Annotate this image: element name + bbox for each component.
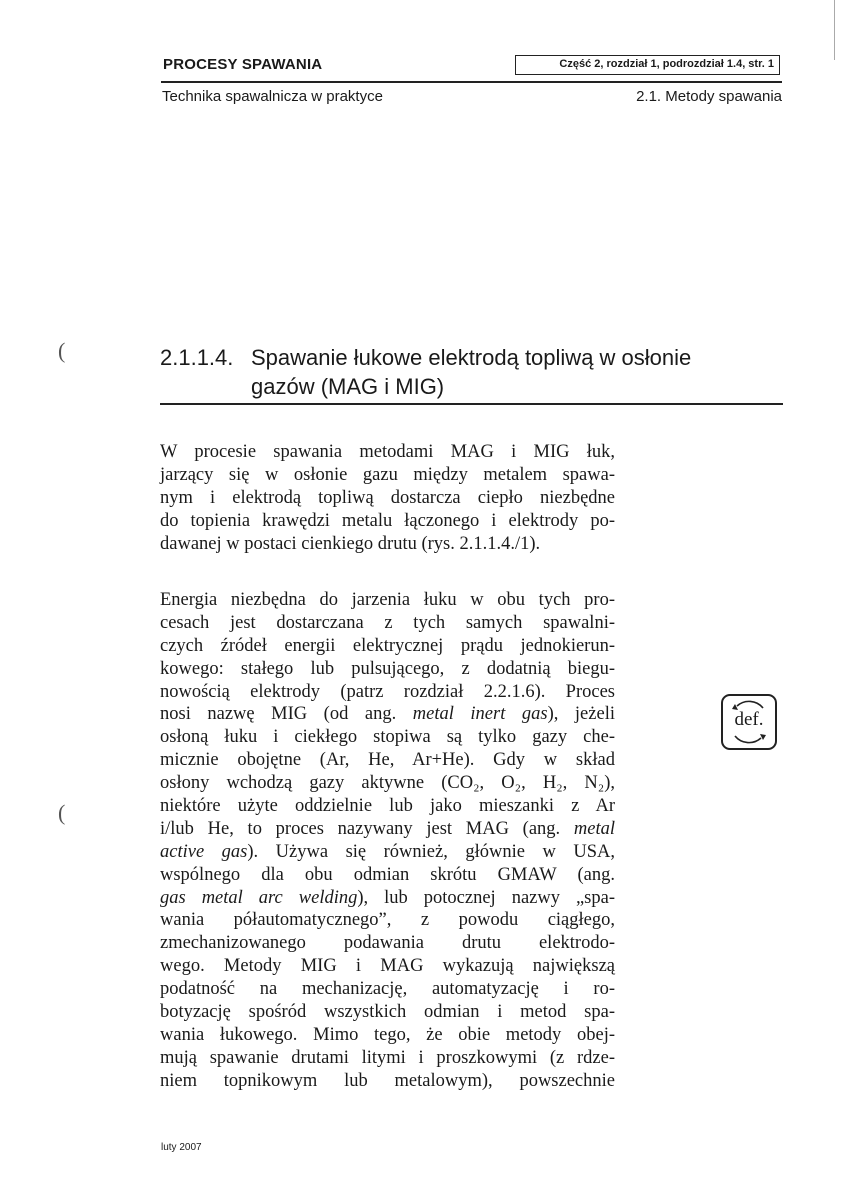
section-number: 2.1.1.4. bbox=[160, 345, 234, 370]
paragraph-2 bbox=[160, 589, 615, 1093]
definition-icon bbox=[721, 694, 777, 750]
text-line: do topienia krawędzi metalu łączonego i elektrody po- bbox=[160, 510, 615, 531]
text-fragment: ). Używa się również, głównie w USA, bbox=[247, 841, 615, 862]
section-title-line-2: gazów (MAG i MIG) bbox=[251, 374, 445, 399]
text-line: podatność na mechanizację, automatyzację i ro- bbox=[160, 979, 615, 1000]
scan-hole-mark: ( bbox=[58, 800, 66, 825]
italic-term: metal inert gas bbox=[412, 704, 548, 725]
text-line: niem topnikowym lub metalowym), powszechnie bbox=[160, 1070, 615, 1091]
text-line bbox=[160, 703, 615, 726]
text-fragment: ), jeżeli bbox=[547, 704, 615, 725]
footer-date: luty 2007 bbox=[161, 1142, 202, 1153]
text-line: wania półautomatycznego”, z powodu ciągłego, bbox=[160, 910, 615, 931]
text-line: niektóre użyte oddzielnie lub jako mieszanki z Ar bbox=[160, 796, 615, 817]
section-title-line-1: Spawanie łukowe elektrodą topliwą w osłonie bbox=[251, 345, 692, 370]
text-line bbox=[160, 818, 615, 841]
paragraph-1 bbox=[160, 441, 615, 555]
text-line bbox=[160, 887, 615, 910]
text-line: kowego: stałego lub pulsującego, z dodatnią biegu- bbox=[160, 658, 615, 679]
text-line: wania łukowego. Mimo tego, że obie metody obej- bbox=[160, 1024, 615, 1045]
text-line: czych źródeł energii elektrycznej prądu jednokierun- bbox=[160, 635, 615, 656]
chapter-reference-box: Część 2, rozdział 1, podrozdział 1.4, str. 1 bbox=[515, 55, 780, 75]
text-line: osłoną łuku i ciekłego stopiwa są tylko gazy che- bbox=[160, 727, 615, 748]
italic-term: active gas bbox=[160, 841, 248, 862]
text-line: osłony wchodzą gazy aktywne (CO₂, O₂, H₂, N₂), bbox=[160, 773, 615, 794]
text-line: botyzację spośród wszystkich odmian i metod spa- bbox=[160, 1002, 615, 1023]
text-line: wego. Metody MIG i MAG wykazują największą bbox=[160, 956, 615, 977]
text-line: mują spawanie drutami litymi i proszkowymi (z rdze- bbox=[160, 1047, 615, 1068]
italic-term: gas metal arc welding bbox=[160, 887, 358, 908]
text-line: Energia niezbędna do jarzenia łuku w obu tych pro- bbox=[160, 590, 615, 610]
text-line bbox=[160, 841, 615, 864]
header-title: PROCESY SPAWANIA bbox=[163, 56, 323, 73]
text-line: dawanej w postaci cienkiego drutu (rys. 2.1.1.4./1). bbox=[160, 533, 541, 554]
text-fragment: ), lub potocznej nazwy „spa- bbox=[357, 887, 616, 908]
header-divider bbox=[161, 81, 782, 83]
text-line: micznie obojętne (Ar, He, Ar+He). Gdy w skład bbox=[160, 750, 615, 771]
definition-label: def. bbox=[734, 709, 764, 730]
text-fragment: i/lub He, to proces nazywany jest MAG (ang. bbox=[160, 818, 574, 839]
section-divider bbox=[160, 403, 783, 405]
text-line: W procesie spawania metodami MAG i MIG łuk, bbox=[160, 442, 615, 462]
scan-edge-line bbox=[834, 0, 835, 60]
text-line: cesach jest dostarczana z tych samych spawalni- bbox=[160, 612, 615, 633]
text-fragment: nosi nazwę MIG (od ang. bbox=[160, 704, 413, 725]
header-subtitle-right: 2.1. Metody spawania bbox=[636, 88, 782, 105]
text-line: wspólnego dla obu odmian skrótu GMAW (ang. bbox=[160, 864, 615, 885]
italic-term: metal bbox=[573, 818, 615, 839]
text-line: zmechanizowanego podawania drutu elektrodo- bbox=[160, 933, 615, 954]
scan-hole-mark: ( bbox=[58, 338, 66, 363]
text-line: nym i elektrodą topliwą dostarcza ciepło niezbędne bbox=[160, 487, 615, 508]
header-subtitle-left: Technika spawalnicza w praktyce bbox=[162, 88, 383, 105]
text-line: nowością elektrody (patrz rozdział 2.2.1.6). Proces bbox=[160, 681, 615, 702]
text-line: jarzący się w osłonie gazu między metalem spawa- bbox=[160, 464, 615, 485]
